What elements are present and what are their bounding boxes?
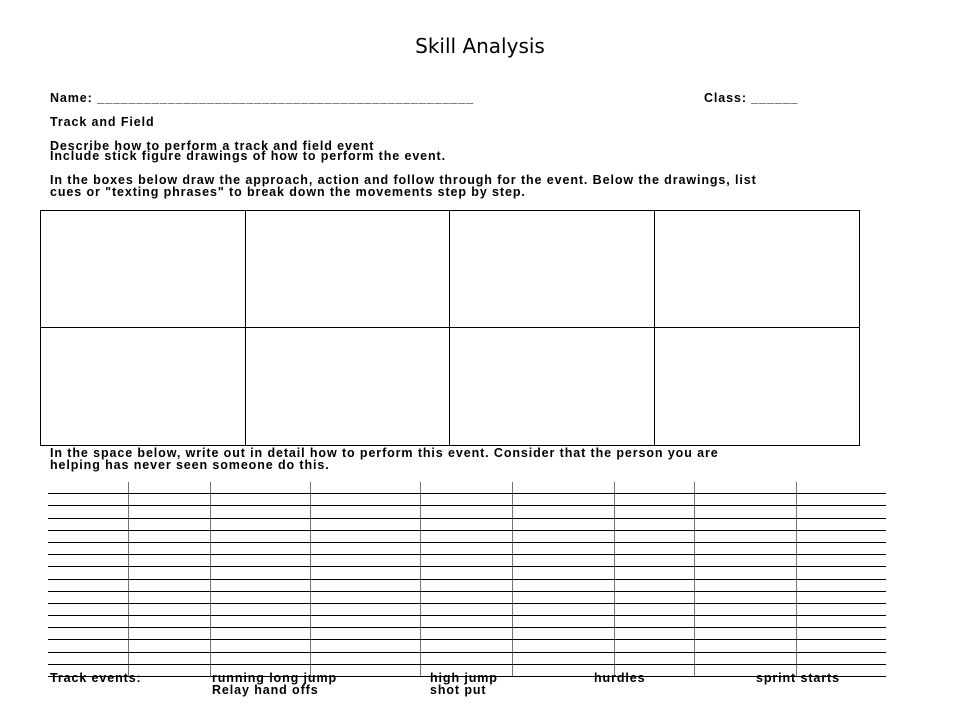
line-separator [614, 482, 615, 493]
drawing-boxes-grid [40, 210, 860, 446]
line-separator [796, 543, 797, 554]
line-separator [420, 592, 421, 603]
line-separator [694, 640, 695, 651]
line-separator [694, 506, 695, 517]
boxes-instruction-1: In the boxes below draw the approach, action and follow through for the event. Below the drawings, list [50, 173, 757, 187]
line-separator [512, 482, 513, 493]
class-field: Class: ______ [704, 91, 799, 105]
drawing-box [655, 211, 860, 328]
line-separator [512, 519, 513, 530]
writing-line [48, 531, 886, 543]
line-separator [128, 628, 129, 639]
line-separator [310, 543, 311, 554]
line-separator [210, 531, 211, 542]
line-separator [128, 592, 129, 603]
drawing-box [450, 211, 655, 328]
line-separator [420, 482, 421, 493]
line-separator [210, 653, 211, 664]
line-separator [796, 567, 797, 578]
line-separator [796, 494, 797, 505]
line-separator [210, 519, 211, 530]
line-separator [694, 543, 695, 554]
drawing-box [450, 328, 655, 445]
line-separator [420, 567, 421, 578]
space-instruction-2: helping has never seen someone do this. [50, 458, 330, 472]
event-item: hurdles [594, 671, 646, 685]
line-separator [614, 531, 615, 542]
drawing-box [41, 328, 246, 445]
line-separator [210, 494, 211, 505]
line-separator [420, 555, 421, 566]
line-separator [694, 555, 695, 566]
line-separator [128, 616, 129, 627]
writing-line [48, 506, 886, 518]
line-separator [210, 604, 211, 615]
line-separator [694, 592, 695, 603]
line-separator [512, 665, 513, 676]
space-instruction-1: In the space below, write out in detail how to perform this event. Consider that the person you are [50, 446, 719, 460]
line-separator [614, 592, 615, 603]
line-separator [210, 506, 211, 517]
line-separator [210, 628, 211, 639]
event-item: high jump [430, 671, 498, 685]
line-separator [614, 604, 615, 615]
line-separator [796, 653, 797, 664]
line-separator [796, 592, 797, 603]
line-separator [210, 616, 211, 627]
line-separator [694, 567, 695, 578]
writing-line [48, 616, 886, 628]
writing-lines [48, 482, 886, 677]
line-separator [310, 592, 311, 603]
line-separator [512, 592, 513, 603]
writing-line [48, 543, 886, 555]
line-separator [512, 555, 513, 566]
line-separator [694, 604, 695, 615]
line-separator [310, 506, 311, 517]
line-separator [210, 640, 211, 651]
line-separator [694, 580, 695, 591]
event-item: shot put [430, 683, 487, 697]
line-separator [512, 506, 513, 517]
line-separator [512, 531, 513, 542]
line-separator [796, 519, 797, 530]
line-separator [512, 653, 513, 664]
writing-line [48, 580, 886, 592]
line-separator [310, 494, 311, 505]
line-separator [420, 640, 421, 651]
line-separator [512, 543, 513, 554]
drawing-box [246, 211, 451, 328]
line-separator [694, 531, 695, 542]
line-separator [420, 519, 421, 530]
writing-line [48, 604, 886, 616]
line-separator [420, 531, 421, 542]
writing-line [48, 519, 886, 531]
line-separator [420, 543, 421, 554]
boxes-instruction-2: cues or "texting phrases" to break down the movements step by step. [50, 185, 526, 199]
line-separator [310, 580, 311, 591]
line-separator [310, 653, 311, 664]
drawing-box [655, 328, 860, 445]
line-separator [310, 555, 311, 566]
line-separator [310, 531, 311, 542]
line-separator [420, 653, 421, 664]
writing-line [48, 567, 886, 579]
line-separator [310, 628, 311, 639]
event-item: sprint starts [756, 671, 840, 685]
line-separator [420, 604, 421, 615]
line-separator [210, 567, 211, 578]
writing-line [48, 592, 886, 604]
writing-line [48, 555, 886, 567]
line-separator [614, 616, 615, 627]
line-separator [210, 665, 211, 676]
line-separator [128, 543, 129, 554]
slide-title: Skill Analysis [415, 34, 545, 58]
line-separator [694, 494, 695, 505]
line-separator [796, 531, 797, 542]
line-separator [796, 604, 797, 615]
line-separator [420, 665, 421, 676]
line-separator [128, 482, 129, 493]
line-separator [128, 531, 129, 542]
line-separator [210, 543, 211, 554]
line-separator [694, 653, 695, 664]
line-separator [128, 494, 129, 505]
line-separator [614, 543, 615, 554]
track-events-label: Track events: [50, 671, 142, 685]
line-separator [420, 494, 421, 505]
event-item: running long jump [212, 671, 337, 685]
line-separator [614, 628, 615, 639]
worksheet-subtitle: Track and Field [50, 115, 155, 129]
line-separator [614, 494, 615, 505]
line-separator [310, 567, 311, 578]
line-separator [420, 506, 421, 517]
line-separator [614, 580, 615, 591]
writing-line [48, 653, 886, 665]
line-separator [128, 604, 129, 615]
line-separator [796, 628, 797, 639]
line-separator [796, 640, 797, 651]
line-separator [694, 616, 695, 627]
line-separator [128, 555, 129, 566]
drawing-box [246, 328, 451, 445]
writing-line [48, 482, 886, 494]
line-separator [420, 628, 421, 639]
line-separator [128, 567, 129, 578]
line-separator [614, 506, 615, 517]
line-separator [796, 555, 797, 566]
line-separator [694, 519, 695, 530]
line-separator [512, 580, 513, 591]
event-item: Relay hand offs [212, 683, 319, 697]
line-separator [128, 519, 129, 530]
line-separator [694, 628, 695, 639]
line-separator [512, 640, 513, 651]
line-separator [128, 653, 129, 664]
line-separator [310, 482, 311, 493]
line-separator [210, 580, 211, 591]
line-separator [796, 580, 797, 591]
line-separator [512, 616, 513, 627]
line-separator [796, 482, 797, 493]
line-separator [614, 640, 615, 651]
writing-line [48, 640, 886, 652]
describe-instruction-2: Include stick figure drawings of how to perform the event. [50, 149, 446, 163]
line-separator [796, 616, 797, 627]
line-separator [310, 519, 311, 530]
line-separator [614, 653, 615, 664]
line-separator [310, 640, 311, 651]
line-separator [694, 665, 695, 676]
line-separator [128, 640, 129, 651]
line-separator [512, 628, 513, 639]
line-separator [512, 567, 513, 578]
line-separator [694, 482, 695, 493]
line-separator [512, 494, 513, 505]
line-separator [210, 592, 211, 603]
writing-line [48, 494, 886, 506]
line-separator [420, 616, 421, 627]
line-separator [614, 519, 615, 530]
describe-instruction-1: Describe how to perform a track and field event [50, 139, 375, 153]
line-separator [310, 616, 311, 627]
line-separator [420, 580, 421, 591]
line-separator [210, 482, 211, 493]
line-separator [210, 555, 211, 566]
line-separator [614, 555, 615, 566]
line-separator [796, 506, 797, 517]
name-field: Name: ________________________________________________ [50, 91, 474, 105]
line-separator [614, 567, 615, 578]
line-separator [310, 604, 311, 615]
line-separator [128, 580, 129, 591]
drawing-box [41, 211, 246, 328]
writing-line [48, 628, 886, 640]
line-separator [128, 506, 129, 517]
line-separator [512, 604, 513, 615]
